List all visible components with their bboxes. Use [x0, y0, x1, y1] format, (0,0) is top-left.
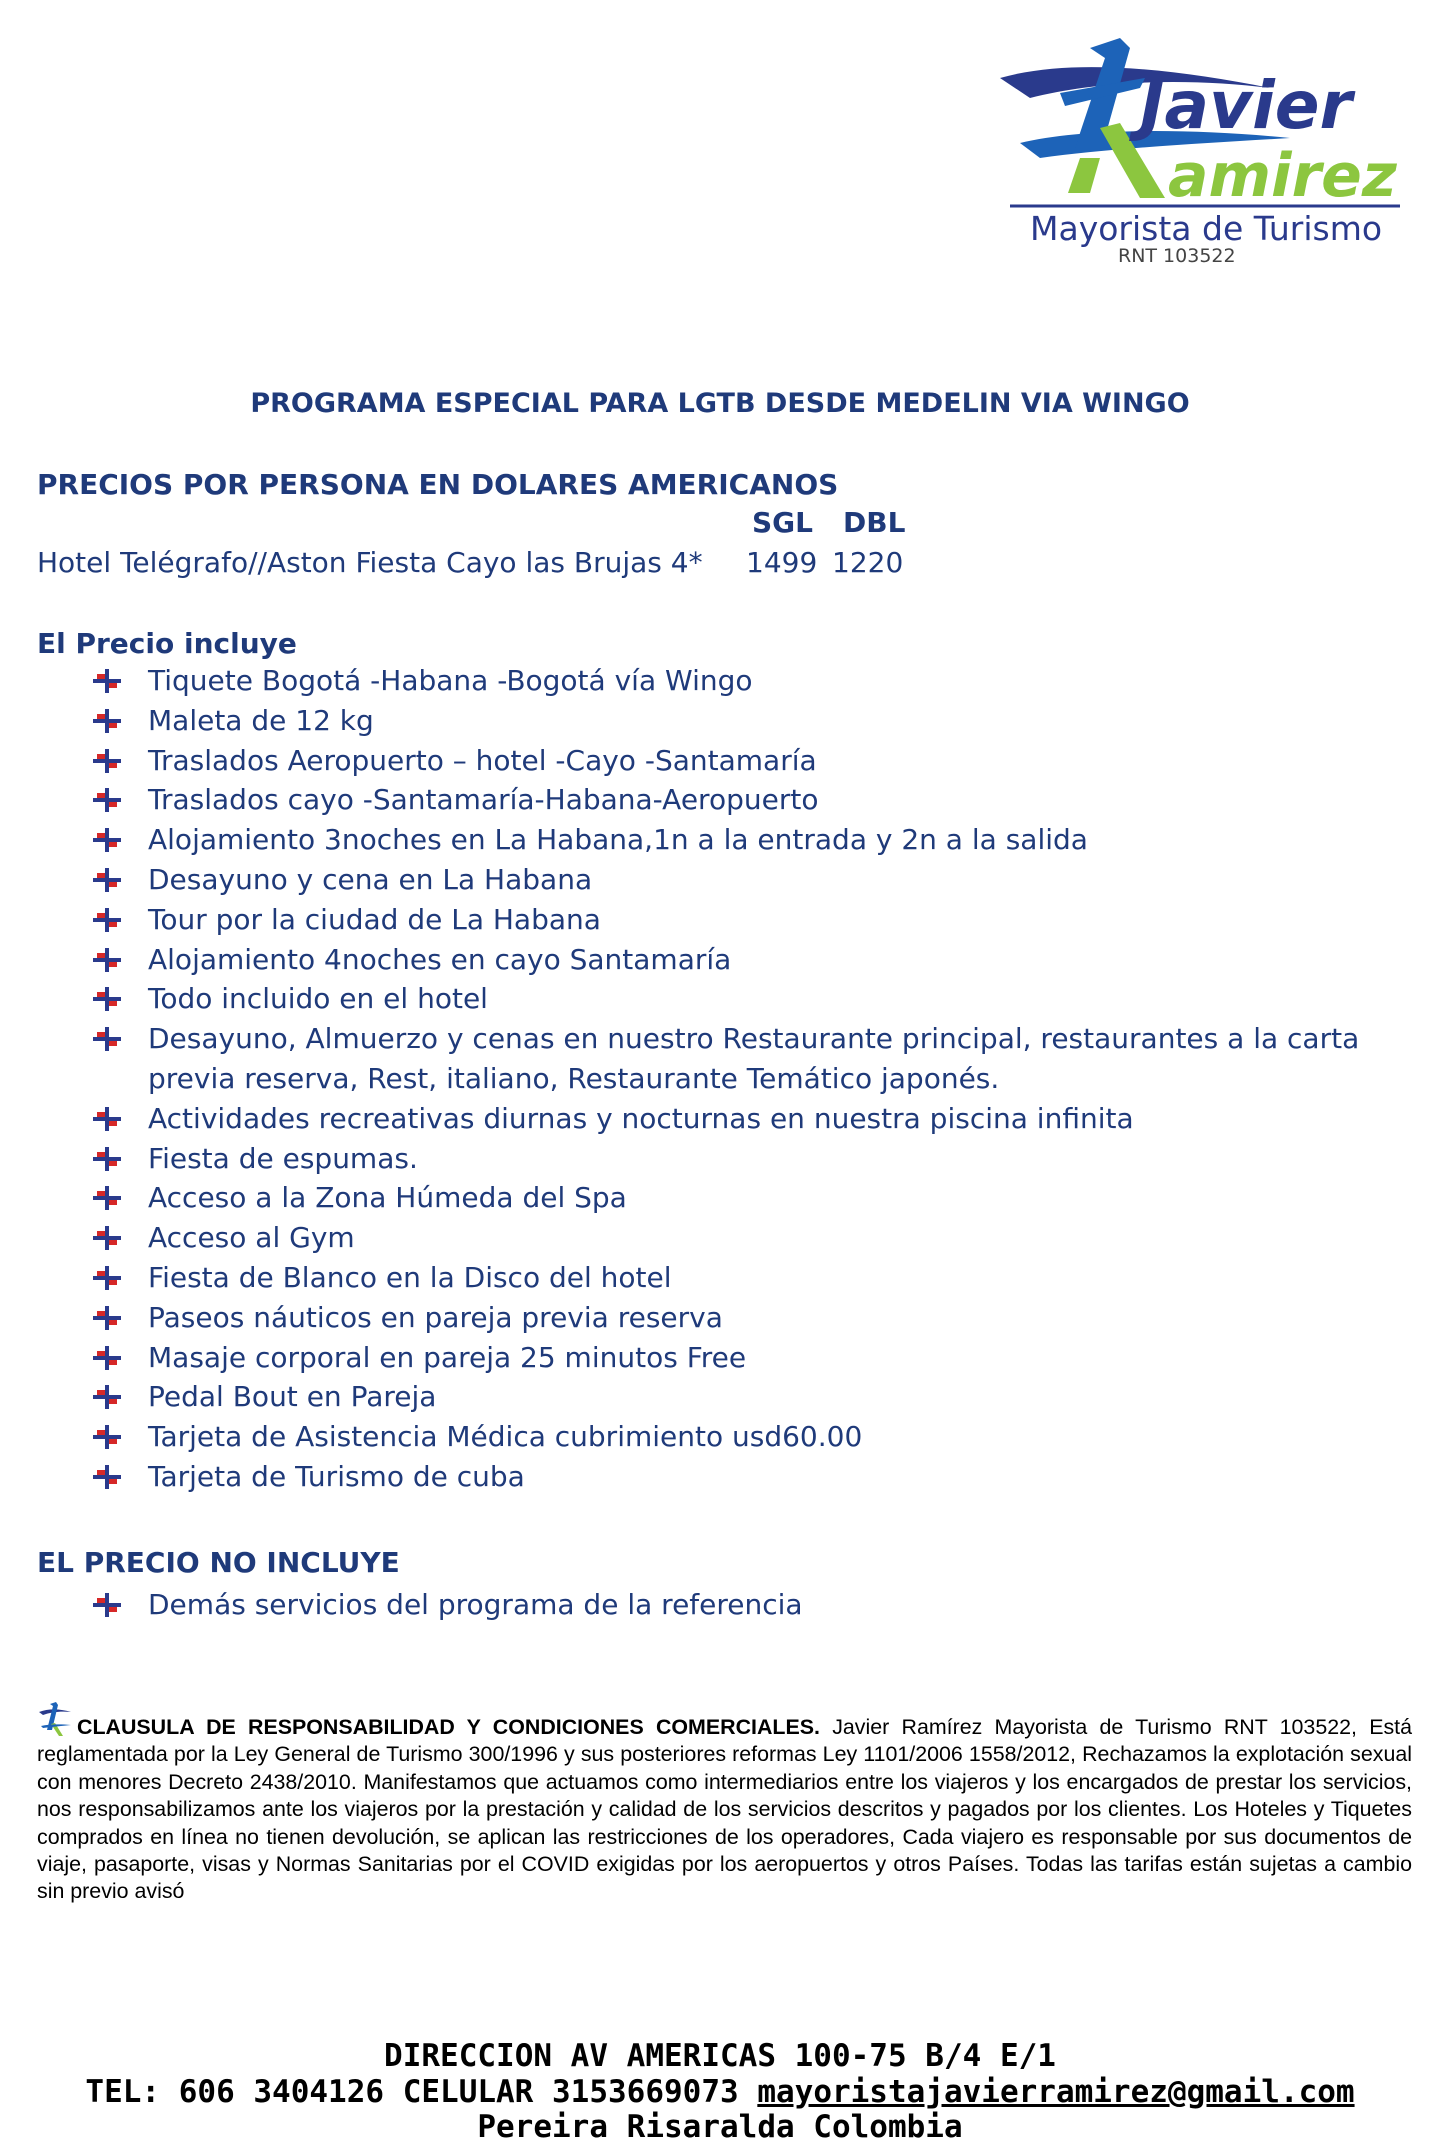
- list-item: [93, 701, 1393, 741]
- excludes-list: [93, 1585, 1393, 1625]
- bullet-icon: [93, 987, 121, 1011]
- footer-city: Pereira Risaralda Colombia: [477, 2109, 963, 2145]
- svg-text:Javier: Javier: [1140, 67, 1353, 144]
- bullet-icon: [93, 1425, 121, 1449]
- list-item-text: Acceso a la Zona Húmeda del Spa: [148, 1181, 627, 1215]
- bullet-icon: [93, 709, 121, 733]
- responsibility-clause: [37, 1700, 1412, 1906]
- list-item-text: Desayuno y cena en La Habana: [148, 862, 593, 896]
- list-item-text: Demás servicios del programa de la referencia: [148, 1588, 803, 1621]
- hotel-name: Hotel Telégrafo//Aston Fiesta Cayo las Brujas 4*: [37, 546, 703, 579]
- list-item: [93, 780, 1393, 820]
- list-item: [93, 1178, 1393, 1218]
- footer-address: DIRECCION AV AMERICAS 100-75 B/4 E/1: [384, 2038, 1056, 2074]
- bullet-icon: [93, 1465, 121, 1489]
- list-item: [93, 1417, 1393, 1457]
- list-item-text: Tarjeta de Asistencia Médica cubrimiento usd60.00: [148, 1420, 863, 1454]
- list-item: [93, 940, 1393, 980]
- clause-body: Javier Ramírez Mayorista de Turismo RNT 103522, Está reglamentada por la Ley General de Turismo 300/1996 y sus posteriores reformas Ley 1101/2006 1558/2012, Rechazamos la explotación sexual con menores Decreto 2438/2010. Manifestamos que actuamos como intermediarios entre los viajeros y los encargados de prestar los servicios, nos responsabilizamos ante los viajeros por la prestación y calidad de los servicios descritos y pagados por los clientes. Los Hoteles y Tiquetes comprados en línea no tienen devolución, se aplican las restricciones de los operadores, Cada viajero es responsable por sus documentos de viaje, pasaporte, visas y Normas Sanitarias por el COVID exigidas por los aeropuertos y otros Países. Todas las tarifas están sujetas a cambio sin previo avisó: [37, 1715, 1412, 1904]
- list-item: [93, 1019, 1393, 1099]
- list-item: [93, 1139, 1393, 1179]
- bullet-icon: [93, 868, 121, 892]
- bullet-icon: [93, 828, 121, 852]
- includes-list: [93, 661, 1393, 1497]
- bullet-icon: [93, 908, 121, 932]
- svg-text:Mayorista de Turismo: Mayorista de Turismo: [1030, 209, 1383, 248]
- footer-email-link[interactable]: mayoristajavierramirez@gmail.com: [757, 2074, 1355, 2110]
- list-item-text: Tour por la ciudad de La Habana: [148, 902, 601, 936]
- list-item-text: Tiquete Bogotá -Habana -Bogotá vía Wingo: [148, 664, 753, 697]
- list-item: [93, 1457, 1393, 1497]
- dbl-price: 1220: [832, 546, 904, 579]
- bullet-icon: [93, 1385, 121, 1409]
- excludes-heading: EL PRECIO NO INCLUYE: [37, 1546, 400, 1579]
- list-item: [93, 1298, 1393, 1338]
- page-title: PROGRAMA ESPECIAL PARA LGTB DESDE MEDELIN VIA WINGO: [250, 388, 1190, 419]
- bullet-icon: [93, 1306, 121, 1330]
- list-item: [93, 860, 1393, 900]
- list-item: [93, 1218, 1393, 1258]
- list-item: [93, 979, 1393, 1019]
- small-logo-icon: [37, 1700, 75, 1740]
- bullet-icon: [93, 749, 121, 773]
- company-logo: [990, 18, 1410, 268]
- list-item-text: Acceso al Gym: [148, 1221, 355, 1255]
- list-item: [93, 1099, 1393, 1139]
- sgl-price: 1499: [746, 546, 818, 579]
- list-item-text: Masaje corporal en pareja 25 minutos Free: [148, 1340, 747, 1374]
- list-item: [93, 1338, 1393, 1378]
- list-item: [93, 900, 1393, 940]
- bullet-icon: [93, 669, 121, 693]
- bullet-icon: [93, 1226, 121, 1250]
- list-item: [93, 820, 1393, 860]
- includes-heading: El Precio incluye: [37, 627, 297, 660]
- list-item-text: Fiesta de espumas.: [148, 1141, 418, 1175]
- airplane-logo-icon: [990, 18, 1410, 268]
- list-item: [93, 661, 1393, 701]
- clause-heading: CLAUSULA DE RESPONSABILIDAD Y CONDICIONES COMERCIALES.: [77, 1715, 820, 1739]
- list-item-text: Traslados Aeropuerto – hotel -Cayo -Santamaría: [148, 743, 817, 777]
- bullet-icon: [93, 948, 121, 972]
- list-item-text: Tarjeta de Turismo de cuba: [148, 1459, 525, 1493]
- bullet-icon: [93, 1186, 121, 1210]
- bullet-icon: [93, 1147, 121, 1171]
- list-item: [93, 1258, 1393, 1298]
- footer-phones: TEL: 606 3404126 CELULAR 3153669073: [85, 2074, 739, 2110]
- dbl-column-header: DBL: [843, 506, 906, 539]
- list-item: [93, 741, 1393, 781]
- sgl-column-header: SGL: [752, 506, 813, 539]
- svg-text:RNT 103522: RNT 103522: [1118, 245, 1236, 267]
- list-item-text: Traslados cayo -Santamaría-Habana-Aeropuerto: [148, 783, 819, 817]
- prices-heading: PRECIOS POR PERSONA EN DOLARES AMERICANOS: [37, 468, 839, 501]
- list-item-text: Fiesta de Blanco en la Disco del hotel: [148, 1260, 672, 1294]
- list-item-text: Maleta de 12 kg: [148, 703, 374, 737]
- footer-contact: [0, 2074, 1440, 2111]
- list-item-text: Desayuno, Almuerzo y cenas en nuestro Restaurante principal, restaurantes a la carta previa reserva, Rest, italiano, Restaurante Temático japonés.: [148, 1022, 1360, 1095]
- bullet-icon: [93, 1593, 121, 1617]
- list-item-text: Pedal Bout en Pareja: [148, 1380, 437, 1414]
- list-item-text: Alojamiento 4noches en cayo Santamaría: [148, 942, 732, 976]
- list-item-text: Actividades recreativas diurnas y nocturnas en nuestra piscina infinita: [148, 1101, 1134, 1135]
- list-item-text: Alojamiento 3noches en La Habana,1n a la entrada y 2n a la salida: [148, 823, 1088, 857]
- svg-text:amirez: amirez: [1168, 141, 1397, 211]
- bullet-icon: [93, 1346, 121, 1370]
- bullet-icon: [93, 788, 121, 812]
- bullet-icon: [93, 1027, 121, 1051]
- bullet-icon: [93, 1266, 121, 1290]
- list-item-text: Todo incluido en el hotel: [148, 982, 488, 1016]
- list-item: [93, 1377, 1393, 1417]
- list-item: [93, 1585, 1393, 1625]
- bullet-icon: [93, 1107, 121, 1131]
- list-item-text: Paseos náuticos en pareja previa reserva: [148, 1300, 723, 1334]
